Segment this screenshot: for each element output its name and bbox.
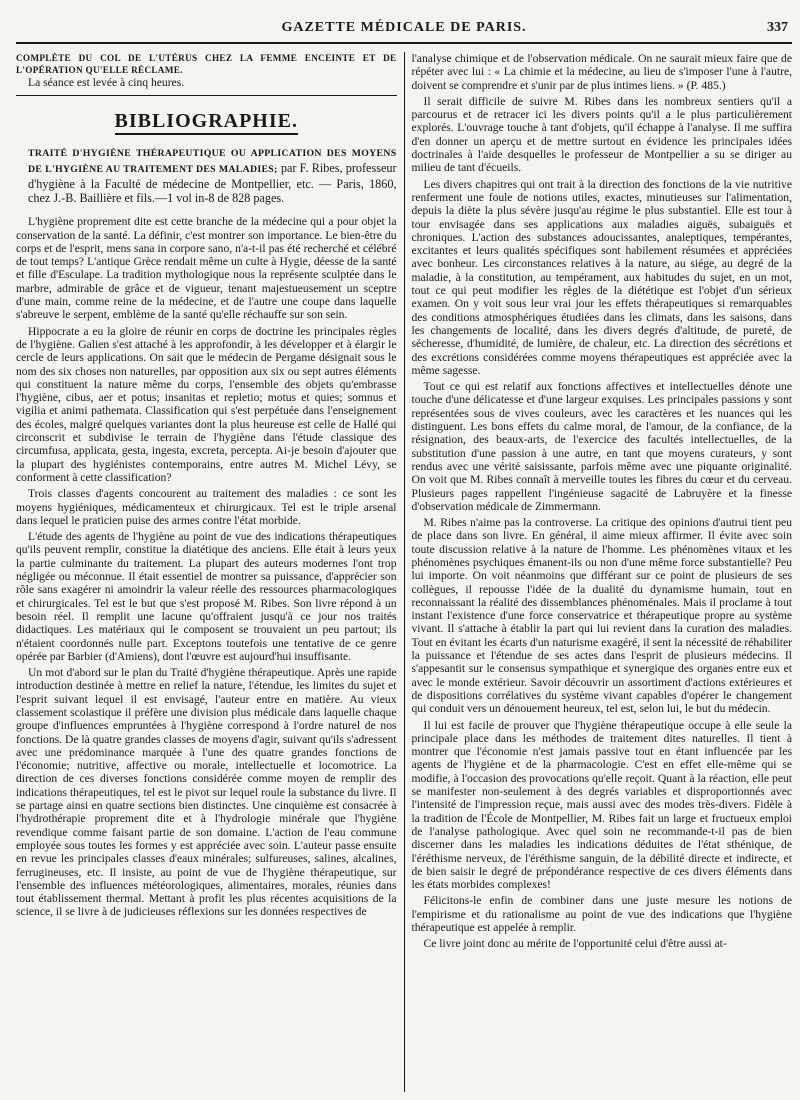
paragraph: l'analyse chimique et de l'observation médicale. On ne saurait mieux faire que de répéter avec lui : « La chimie et la médecine, au lieu de s'imposer l'une à l'autre, doivent se comprendre et s'unir par de plus intimes liens. » (P. 485.) (411, 52, 792, 92)
journal-title: GAZETTE MÉDICALE DE PARIS. (281, 20, 527, 35)
book-reference (16, 145, 397, 205)
page-number: 337 (767, 20, 788, 35)
paragraph: M. Ribes n'aime pas la controverse. La critique des opinions d'autrui tient peu de place dans son livre. En général, il aime mieux affirmer. Il évite avec soin toute discussion relative à la nature de l'homme. Les phénomènes vitaux et les phénomènes psychiques émanent-ils ou non d'une même force substantielle? Peu lui importe. On voit néanmoins que différant sur ce point de plusieurs de ses collègues, il repousse l'idée de la dualité du dynamisme humain, tout en reconnaissant la réalité des dissemblances phénoménales. Mais il proclame à tout instant l'existence d'une force conservatrice et thérapeutique propre au système vivant. Il s'attache à établir la part qui lui revient dans la curation des maladies. Tout en évitant les écarts d'un naturisme exagéré, il sent la nécessité de réhabiliter la puissance et l'étendue de ses actes dans l'esprit de plusieurs médecins. Il s'appesantit sur le consensus sympathique et synergique des organes entre eux et avec le monde extérieur. Savoir découvrir un assortiment d'actions extérieures et de dispositions corrélatives du système vivant capables d'opérer le changement qui conduit vers un dénouement heureux, tel est, selon lui, le but du médecin. (411, 516, 792, 716)
paragraph: Les divers chapitres qui ont trait à la direction des fonctions de la vie nutritive renferment une foule de notions utiles, exactes, minutieuses sur l'alimentation, depuis la diète la plus sévère jusqu'au régime le plus substantiel. Elle est tour à tour envisagée dans ses applications aux maladies aiguës, subaiguës et chroniques. L'action des substances adoucissantes, analeptiques, tempérantes, excitantes et leurs qualités spécifiques sont habilement résumées et appréciées avec bonheur. Les circonstances relatives à la nature, au siége, au degré de la maladie, à la constitution, au tempérament, aux habitudes du sujet, en un mot, tout ce qui peut modifier les règles de la diététique est l'objet d'un sérieux examen. On y voit sous leur vrai jour les effets thérapeutiques si remarquables des conditions atmosphériques étudiées dans les climats, dans les saisons, dans les changements de localité, dans les divers degrés d'altitude, de pureté, de sécheresse, d'humidité, de lumière, de chaleur, etc. La direction des sécrétions et des excrétions considérées comme moyens thérapeutiques est appréciée avec la même sagesse. (411, 177, 792, 377)
paragraph: Trois classes d'agents concourent au traitement des maladies : ce sont les moyens hygiéniques, médicamenteux et chirurgicaux. Tel est le triple arsenal dans lequel le praticien puise des armes contre l'état morbide. (16, 487, 397, 527)
section-heading-text: BIBLIOGRAPHIE. (115, 110, 298, 135)
book-title: TRAITÉ D'HYGIÈNE THÉRAPEUTIQUE OU APPLICATION DES MOYENS DE L'HYGIÈNE AU TRAITEMENT DES MALADIES; (28, 148, 397, 176)
paragraph: L'étude des agents de l'hygiène au point de vue des indications thérapeutiques qu'ils peuvent remplir, constitue la diatétique des anciens. Elle était à leurs yeux la partie culminante du traitement. La plupart des auteurs modernes l'ont trop négligée ou méconnue. Il était essentiel de montrer sa puissance, d'apprécier son rôle sans exagérer ni amoindrir la valeur réelle des ressources pharmacologiques et chirurgicales. Tel est le but que s'est proposé M. Ribes. Son livre répond à un besoin réel. Il remplit une lacune qu'offraient jusqu'à ce jour nos traités didactiques. Les matériaux qui le composent se trouvaient un peu partout; ils n'étaient coordonnés nulle part. Exceptons toutefois une tentative de ce genre opérée par Barbier (d'Amiens), dont l'œuvre est aujourd'hui insuffisante. (16, 530, 397, 663)
paragraph: Il serait difficile de suivre M. Ribes dans les nombreux sentiers qu'il a parcourus et de retracer ici les divers points qu'il a le plus particulièrement explorés. L'ouvrage touche à tant d'objets, qu'il échappe à l'analyse. Il me suffira d'en donner un aperçu et de mettre surtout en évidence les principales idées doctrinales à l'aide desquelles le professeur de Montpellier a su se diriger au milieu de tant d'écueils. (411, 94, 792, 175)
paragraph: Il lui est facile de prouver que l'hygiène thérapeutique occupe à elle seule la principale place dans les méthodes de traitement dites naturelles. Il tient à montrer que l'économie n'est jamais passive tout en étant influencée par les agents de l'hygiène et de la pharmacologie. C'est en effet elle-même qui se modifie, à l'occasion des provocations qu'elle reçoit. Quant à la réaction, elle peut se manifester non-seulement à des degrés variables et disproportionnés avec l'intensité de l'impression reçue, mais aussi avec des modes très-divers. Fidèle à la tradition de l'École de Montpellier, M. Ribes fait un large et fructueux emploi de l'analyse pathologique. Avec quel soin ne recommande-t-il pas de bien discerner dans les maladies les indications déduites de l'état sthénique, de l'éréthisme nerveux, de l'éréthisme sanguin, de la débilité directe et indirecte, et de bien saisir le degré de prépondérance respective de ces divers éléments dans les états morbides complexes! (411, 718, 792, 892)
paragraph: Tout ce qui est relatif aux fonctions affectives et intellectuelles dénote une touche d'une délicatesse et d'une largeur exquises. Les principales passions y sont représentées sous de vives couleurs, avec les caractères et les nuances qui les distinguent. Les bons effets du calme moral, de l'amour, de la confiance, de la résignation, des beaux-arts, de l'exercice des facultés intellectuelles, de la substitution d'une passion à une autre, en tant que moyens curateurs, y sont rendus avec une vérité saisissante, parfois même avec une piquante originalité. On voit que M. Ribes connaît à merveille toutes les fibres du cœur et du cerveau. Plusieurs pages rappellent l'ingénieuse sagacité de Labruyère et la finesse d'observation médicale de Zimmermann. (411, 380, 792, 513)
paragraph: Un mot d'abord sur le plan du Traité d'hygiène thérapeutique. Après une rapide introduction destinée à mettre en relief la nature, l'étendue, les limites du sujet et l'esprit suivant lequel il est envisagé, l'auteur entre en matière. Au vieux classement scolastique il préfère une division plus médicale dans laquelle chaque groupe d'influences empruntées à l'hygiène correspond à l'ordre naturel de nos fonctions. De là quatre grandes classes de moyens d'agir, suivant qu'ils s'adressent avec une prédominance marquée à l'une des quatre grandes fonctions de l'économie; nutritive, affective ou morale, intellectuelle et locomotrice. La direction de ces diverses fonctions considérée comme moyen de remplir des indications thérapeutiques, tel est le pivot sur lequel roule la substance du livre. Il se partage ainsi en quatre sections bien distinctes. Une cinquième est consacrée à l'hydrothérapie proprement dite et à l'hydrologie minérale que l'hygiène revendique comme faisant partie de son domaine. L'action de l'eau commune employée sous toutes les formes y est appréciée avec soin. L'auteur passe ensuite en revue les principales classes d'eaux minérales; sulfureuses, salines, alcalines, ferrugineuses, etc. Il insiste, au point de vue de l'hygiène thérapeutique, sur l'ensemble des influences météorologiques, alimentaires, morales, réunies dans tout établissement thermal. Mettant à profit les plus récentes acquisitions de la science, il se livre à de judicieuses réflexions sur les données respectives de (16, 666, 397, 919)
book-meta: par F. Ribes, professeur d'hygiène à la Faculté de médecine de Montpellier, etc. — Paris, 1860, chez J.-B. Baillière et fils.—1 vol in-8 de 828 pages. (28, 161, 397, 206)
session-note: La séance est levée à cinq heures. (28, 76, 185, 89)
separator-rule (16, 95, 397, 96)
paragraph: Hippocrate a eu la gloire de réunir en corps de doctrine les principales règles de l'hygiène. Galien s'est attaché à les approfondir, à les développer et à élargir le cercle de leurs applications. On sait que le médecin de Pergame désignait sous le nom des six choses non naturelles, par opposition aux six ou sept autres éléments qui constituent la nature même du corps, l'ensemble des objets qu'embrasse l'hygiène, cibus, aer et potus; insanitas et repletio; motus et quies; somnus et vigilia et animi pathemata. Classification qui s'est perpétuée dans l'enseignement des écoles, malgré quelques variantes dont la plus heureuse est celle de Hallé qui circonscrit et subdivise le terrain de l'hygiène dans l'étude classique des circumfusa, applicata, gesta, ingesta, excreta, percepta. Ai-je besoin d'ajouter que la plupart des hygiénistes contemporains, entre autres M. Michel Lévy, se conforment à cette classification? (16, 324, 397, 484)
left-column (16, 52, 404, 1092)
continuation-heading: COMPLÈTE DU COL DE L'UTÉRUS CHEZ LA FEMME ENCEINTE ET DE L'OPÉRATION QU'ELLE RÉCLAME. (16, 53, 397, 75)
text-columns (16, 52, 792, 1092)
right-column (404, 52, 793, 1092)
page-header (16, 14, 792, 44)
paragraph: L'hygiène proprement dite est cette branche de la médecine qui a pour objet la conservation de la santé. La définir, c'est montrer son importance. Le bien-être du corps et de l'esprit, mens sana in corpore sano, n'a-t-il pas été recherché et célébré de tout temps? L'antique Grèce rendait même un culte à Hygie, déesse de la santé et fille d'Esculape. La tradition mythologique nous la représente sculptée dans le marbre, admirable de grâce et de vigueur, tenant majestueusement un sceptre d'une main, comme reine de la médecine, et de l'autre une coupe dans laquelle s'abreuve le serpent, emblème de la santé qu'elle réchauffe sur son sein. (16, 215, 397, 322)
paragraph: Ce livre joint donc au mérite de l'opportunité celui d'être aussi at- (423, 937, 727, 951)
paragraph: Félicitons-le enfin de combiner dans une juste mesure les notions de l'empirisme et du rationalisme au point de vue des indications que l'hygiène thérapeutique est appelée à remplir. (411, 894, 792, 934)
section-heading (16, 110, 397, 133)
